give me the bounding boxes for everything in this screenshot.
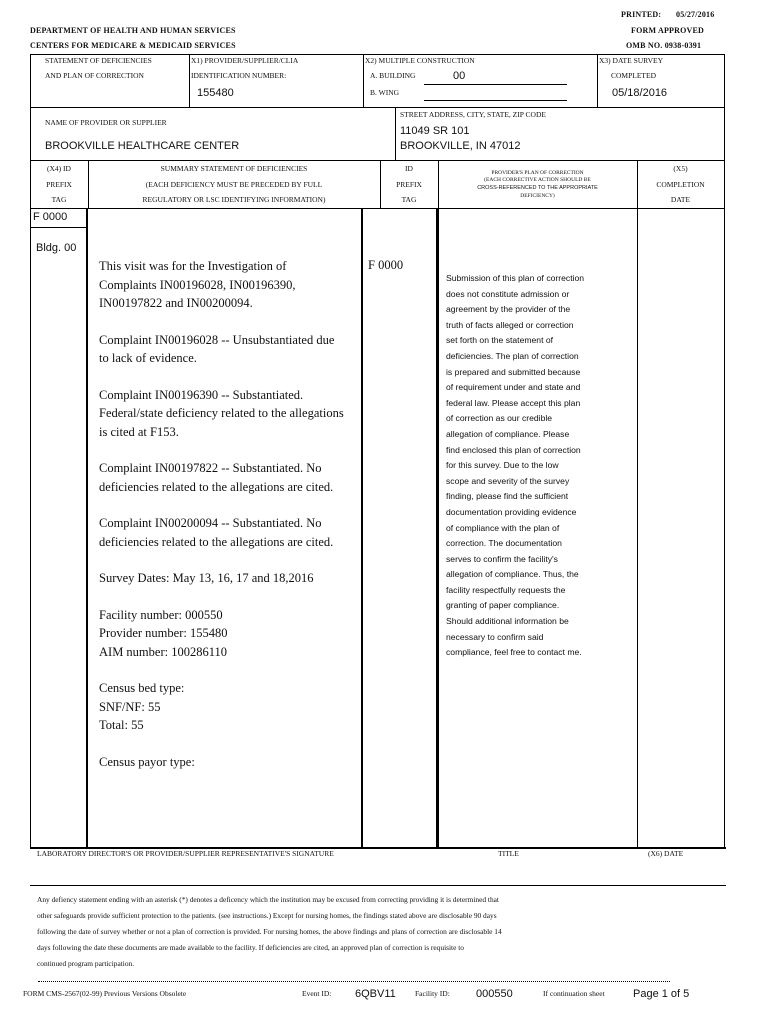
disclaimer-line: continued program participation. — [37, 959, 135, 968]
summary-head-2: (EACH DEFICIENCY MUST BE PRECEDED BY FULL — [145, 180, 323, 189]
census-info — [99, 679, 344, 735]
poc-line: allegation of compliance. Please — [446, 428, 570, 439]
summary-paragraph: Complaint IN00200094 -- Substantiated. No deficiencies related to the allegations are cited. — [99, 516, 334, 549]
poc-line: of compliance with the plan of — [446, 522, 560, 533]
aim-number: AIM number: 100286110 — [99, 644, 227, 659]
poc-line: Submission of this plan of correction — [446, 273, 585, 283]
disclaimer — [37, 892, 717, 972]
summary-paragraph: Complaint IN00196390 -- Substantiated. Federal/state deficiency related to the allegations is cited at F153. — [99, 387, 344, 439]
poc-line: granting of paper compliance. — [446, 600, 560, 611]
address-street: 11049 SR 101 — [400, 125, 470, 137]
provider-id-value: 155480 — [197, 87, 234, 99]
right-tag: F 0000 — [368, 258, 404, 272]
provider-id-label-1: X1) PROVIDER/SUPPLIER/CLIA — [191, 56, 299, 65]
x4-head-2: PREFIX — [46, 180, 72, 189]
bldg-label: Bldg. 00 — [36, 242, 77, 254]
poc-line: deficiencies. The plan of correction — [446, 350, 579, 361]
continuation-label: If continuation sheet — [543, 989, 605, 998]
building-value: 00 — [453, 70, 466, 82]
plan-head-2: (EACH CORRECTIVE ACTION SHOULD BE — [484, 177, 591, 183]
summary-paragraph: Survey Dates: May 13, 16, 17 and 18,2016 — [99, 571, 314, 585]
poc-line: finding, please find the sufficient — [446, 491, 569, 502]
x6-date-label: (X6) DATE — [648, 849, 684, 858]
form-number: FORM CMS-2567(02-99) Previous Versions Obsolete — [23, 989, 187, 998]
id-head-2: PREFIX — [396, 180, 422, 189]
poc-line: necessary to confirm said — [446, 631, 544, 642]
x5-head-3: DATE — [670, 195, 691, 204]
x4-head-3: TAG — [51, 195, 67, 204]
census-bed-type: Census bed type: — [99, 681, 185, 695]
provider-id-label-2: IDENTIFICATION NUMBER: — [191, 71, 287, 80]
summary-paragraph: Complaint IN00197822 -- Substantiated. No deficiencies related to the allegations are cited. — [99, 461, 334, 494]
poc-line: truth of facts alleged or correction — [446, 319, 574, 330]
poc-line: Should additional information be — [446, 616, 569, 627]
x4-head-1: (X4) ID — [47, 164, 71, 173]
printed-date: 05/27/2016 — [676, 10, 715, 19]
summary-paragraph: This visit was for the Investigation of Complaints IN00196028, IN00196390, IN00197822 and IN00200094. — [99, 259, 296, 310]
id-head-1: ID — [405, 164, 413, 173]
survey-completed-label: COMPLETED — [611, 71, 656, 80]
summary-statement — [99, 257, 344, 789]
survey-date: 05/18/2016 — [612, 87, 668, 99]
poc-line: serves to confirm the facility's — [446, 553, 558, 564]
poc-line: compliance, feel free to contact me. — [446, 647, 582, 658]
poc-line: documentation providing evidence — [446, 506, 577, 517]
poc-line: allegation of compliance. Thus, the — [446, 569, 579, 580]
disclaimer-line: other safeguards provide sufficient protection to the patients. (see instructions.) Except for nursing homes, the findings stated above are disclosable 90 days — [37, 911, 497, 920]
poc-line: facility respectfully requests the — [446, 584, 566, 595]
summary-head-3: REGULATORY OR LSC IDENTIFYING INFORMATION) — [142, 195, 326, 204]
form-approved: FORM APPROVED — [631, 26, 705, 35]
address-label: STREET ADDRESS, CITY, STATE, ZIP CODE — [400, 110, 546, 119]
x5-head-1: (X5) — [673, 164, 688, 173]
poc-line: federal law. Please accept this plan — [446, 397, 581, 408]
poc-line: of correction as our credible — [446, 413, 553, 424]
summary-paragraph: Complaint IN00196028 -- Unsubstantiated due to lack of evidence. — [99, 332, 335, 365]
poc-line: correction. The documentation — [446, 538, 562, 549]
page-number: Page 1 of 5 — [633, 988, 690, 1000]
agency-line-2: CENTERS FOR MEDICARE & MEDICAID SERVICES — [30, 41, 236, 50]
provider-number: Provider number: 155480 — [99, 626, 228, 640]
poc-line: is prepared and submitted because — [446, 366, 581, 377]
provider-name-label: NAME OF PROVIDER OR SUPPLIER — [45, 118, 167, 127]
poc-line: agreement by the provider of the — [446, 304, 571, 315]
survey-label: X3) DATE SURVEY — [599, 56, 663, 65]
event-id-label: Event ID: — [302, 989, 332, 998]
title-label: TITLE — [498, 849, 519, 858]
facility-id: 000550 — [476, 988, 513, 1000]
poc-line: find enclosed this plan of correction — [446, 444, 581, 455]
plan-head-3: CROSS-REFERENCED TO THE APPROPRIATE — [477, 185, 598, 191]
census-snf: SNF/NF: 55 — [99, 699, 161, 714]
construction-label: X2) MULTIPLE CONSTRUCTION — [365, 56, 475, 65]
poc-line: does not constitute admission or — [446, 288, 570, 299]
census-total: Total: 55 — [99, 718, 144, 732]
poc-line: set forth on the statement of — [446, 335, 554, 346]
omb-number: OMB NO. 0938-0391 — [626, 41, 702, 50]
disclaimer-line: days following the date these documents are made available to the facility. If deficiencies are cited, an approved plan of correction is requisite to — [37, 943, 464, 952]
plan-head-4: DEFICIENCY) — [520, 193, 555, 199]
address-city: BROOKVILLE, IN 47012 — [400, 140, 521, 152]
x5-head-2: COMPLETION — [656, 180, 705, 189]
wing-label: B. WING — [370, 88, 400, 97]
plan-head-1: PROVIDER'S PLAN OF CORRECTION — [491, 170, 584, 176]
facility-id-label: Facility ID: — [415, 989, 450, 998]
left-tag: F 0000 — [33, 211, 68, 223]
poc-line: of requirement under and state and — [446, 382, 581, 393]
plan-of-correction — [446, 271, 634, 661]
poc-line: scope and severity of the survey — [446, 475, 570, 486]
statement-label-2: AND PLAN OF CORRECTION — [45, 71, 144, 80]
summary-head-1: SUMMARY STATEMENT OF DEFICIENCIES — [160, 164, 308, 173]
printed-label: PRINTED: — [621, 10, 662, 19]
disclaimer-line: following the date of survey whether or not a plan of correction is provided. For nursing homes, the above findings and plans of correction are disclosable 14 — [37, 927, 502, 936]
census-payor: Census payor type: — [99, 754, 195, 769]
id-head-3: TAG — [401, 195, 417, 204]
facility-number: Facility number: 000550 — [99, 607, 223, 622]
provider-name: BROOKVILLE HEALTHCARE CENTER — [45, 140, 240, 152]
event-id: 6QBV11 — [355, 988, 396, 1000]
agency-line-1: DEPARTMENT OF HEALTH AND HUMAN SERVICES — [30, 26, 236, 35]
signature-label: LABORATORY DIRECTOR'S OR PROVIDER/SUPPLIER REPRESENTATIVE'S SIGNATURE — [37, 849, 334, 858]
facility-info — [99, 606, 344, 662]
disclaimer-line: Any defiency statement ending with an asterisk (*) denotes a deficency which the institution may be excused from correcting providing it is determined that — [37, 895, 499, 904]
poc-line: for this survey. Due to the low — [446, 460, 559, 471]
statement-label-1: STATEMENT OF DEFICIENCIES — [45, 56, 152, 65]
building-label: A. BUILDING — [370, 71, 416, 80]
